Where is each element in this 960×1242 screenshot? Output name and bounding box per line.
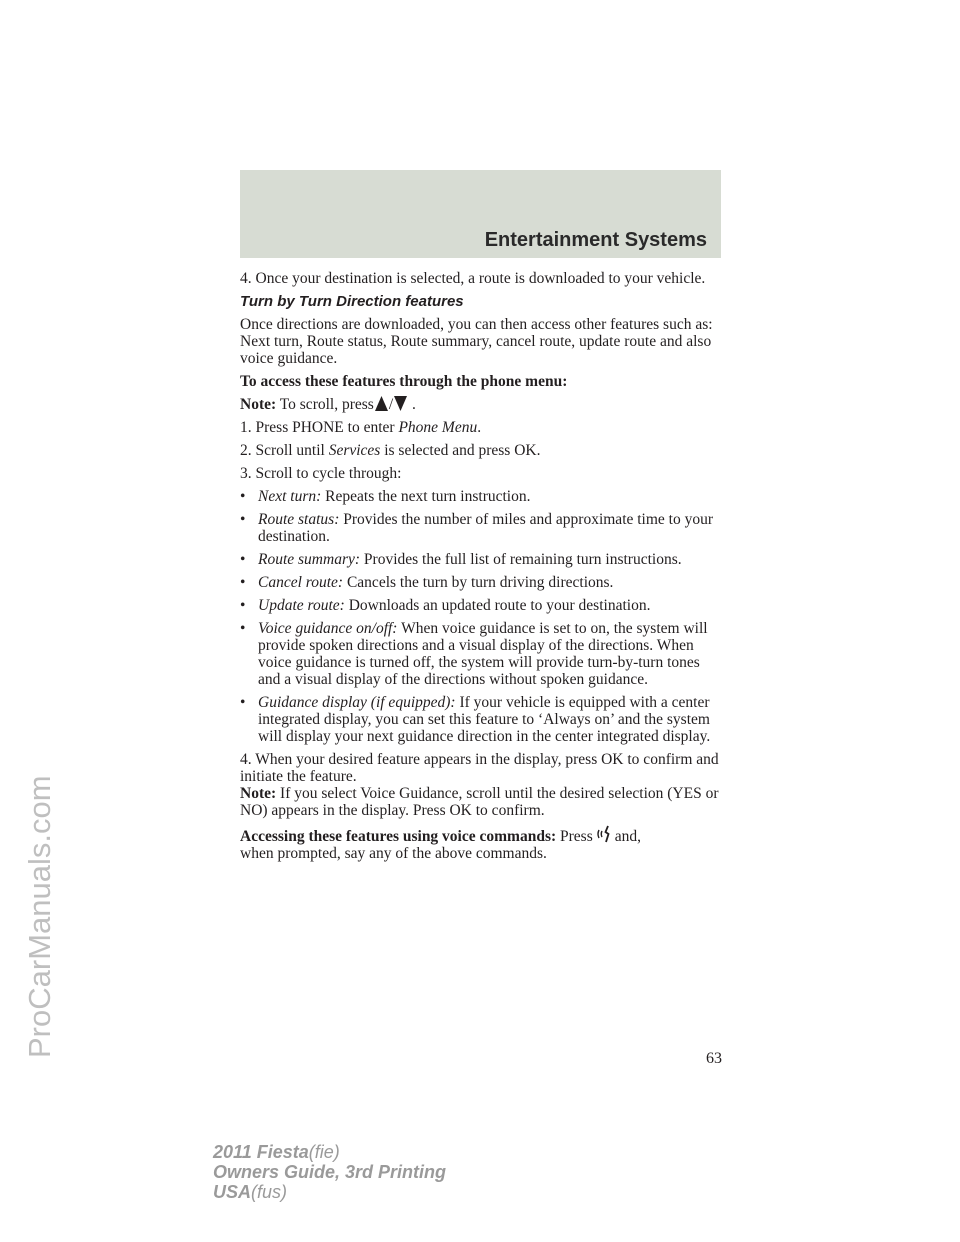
voice-press: Press [560,828,593,845]
step-3: 3. Scroll to cycle through: [240,465,402,482]
feature-desc: When voice guidance is set to on, the system will provide spoken directions and a visual display of the directions. When voice guidance is turned off, the system will provide turn-by-turn tones and a visual display of the directions without spoken guidance. [258,620,708,688]
feature-desc: Downloads an updated route to your destination. [348,597,651,614]
footer-model-code: (fie) [308,1142,340,1162]
arrow-up-icon [375,396,388,411]
note-text: To scroll, press [279,396,374,413]
list-item [240,551,722,568]
access-heading: To access these features through the phone menu: [240,373,568,390]
note-label: Note: [240,396,277,413]
footer-market: USA [213,1182,252,1202]
feature-term: Next turn: [258,488,322,505]
step-2-text: 2. Scroll until [240,442,325,459]
feature-term: Route status: [258,511,340,528]
step-1 [240,419,722,436]
watermark: ProCarManuals.com [22,775,57,1058]
scroll-note [240,396,722,413]
feature-desc: Cancels the turn by turn driving directions. [346,574,614,591]
intro-step: 4. Once your destination is selected, a route is downloaded to your vehicle. [240,270,706,287]
section-title: Entertainment Systems [484,229,707,251]
feature-term: Cancel route: [258,574,344,591]
footer [213,1142,446,1202]
footer-line-2: Owners Guide, 3rd Printing [213,1162,447,1182]
feature-term: Voice guidance on/off: [258,620,398,637]
page-content [240,270,722,868]
footer-model: 2011 Fiesta [213,1142,309,1162]
list-item [240,694,722,745]
list-item [240,511,722,545]
voice-and: and, [614,828,642,845]
feature-desc: If your vehicle is equipped with a center integrated display, you can set this feature to ‘Always on’ and the system will display your next guidance direction in the center integrated display. [258,694,711,745]
feature-desc: Provides the number of miles and approximate time to your destination. [258,511,714,545]
note-separator: / [388,396,394,413]
step-2 [240,442,722,459]
step-2-end: is selected and press OK. [384,442,541,459]
list-item [240,488,722,505]
step-1-text: 1. Press PHONE to enter [240,419,395,436]
arrow-down-icon [394,396,407,411]
footer-line-1 [213,1142,446,1162]
feature-desc: Provides the full list of remaining turn instructions. [363,551,682,568]
section-header [240,170,721,258]
section-body: Once directions are downloaded, you can then access other features such as: Next turn, Route status, Route summary, cancel route, update route and also voice guidance. [240,316,713,367]
voice-command-icon [596,825,612,843]
feature-term: Route summary: [258,551,361,568]
voice-commands [240,825,722,862]
step-2-menu: Services [328,442,381,459]
voice-guidance-note [240,785,722,819]
step-4: 4. When your desired feature appears in the display, press OK to confirm and initiate the feature. [240,751,719,785]
note-label: Note: [240,785,277,802]
feature-list [240,488,722,745]
footer-market-code: (fus) [251,1182,288,1202]
voice-label: Accessing these features using voice commands: [240,828,557,845]
feature-term: Guidance display (if equipped): [258,694,456,711]
feature-term: Update route: [258,597,345,614]
note-end: . [412,396,416,413]
section-heading: Turn by Turn Direction features [240,293,464,310]
footer-line-3 [213,1182,446,1202]
step-1-menu: Phone Menu [398,419,478,436]
note-text: If you select Voice Guidance, scroll until the desired selection (YES or NO) appears in the display. Press OK to confirm. [240,785,719,819]
voice-end: when prompted, say any of the above commands. [240,845,547,862]
step-1-end: . [477,419,482,436]
list-item [240,620,722,688]
list-item [240,597,722,614]
page-number: 63 [706,1050,722,1067]
feature-desc: Repeats the next turn instruction. [325,488,531,505]
list-item [240,574,722,591]
